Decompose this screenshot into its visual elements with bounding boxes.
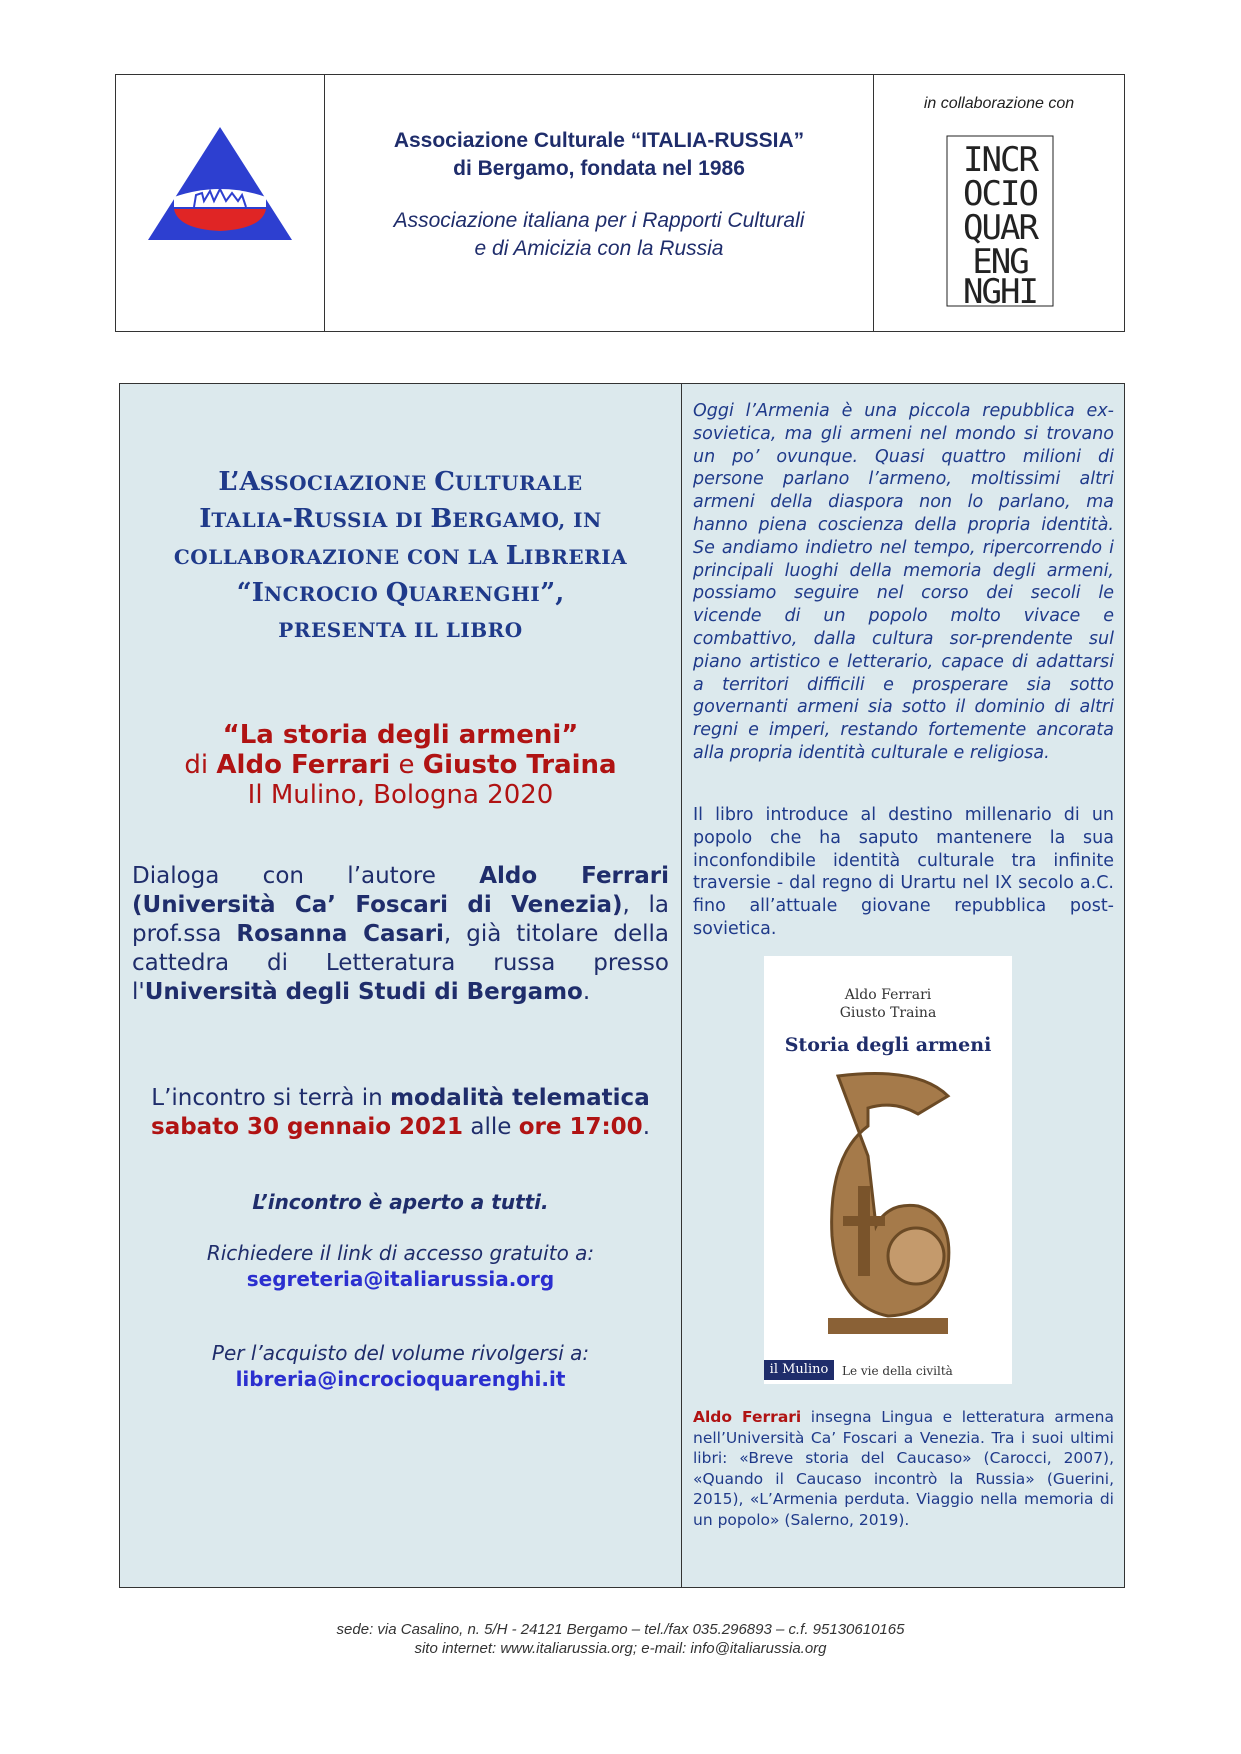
footer bbox=[0, 1620, 1241, 1658]
cover-publisher: il Mulino bbox=[764, 1360, 834, 1380]
book-info bbox=[120, 720, 681, 810]
book-cover bbox=[764, 956, 1012, 1384]
cover-series: Le vie della civiltà bbox=[842, 1364, 953, 1378]
association-founded: di Bergamo, fondata nel 1986 bbox=[453, 157, 745, 180]
description-para-2: Il libro introduce al destino millenario di un popolo che ha saputo mantenere la sua inconfondibile identità culturale tra infinite traversie - dal regno di Urartu nel IX secolo a.C. fino all’attuale giovane repubblica post-sovietica. bbox=[693, 805, 1114, 939]
svg-text:NGHI: NGHI bbox=[963, 272, 1037, 307]
description-para-1: Oggi l’Armenia è una piccola repubblica ex-sovietica, ma gli armeni nel mondo si trovano un po’ ovunque. Quasi quattro milioni di persone parlano l’armeno, moltissimi altri armeni della diaspora non lo parlano, ma hanno piena coscienza della propria identità. Se andiamo indietro nel tempo, ripercorrendo i principali luoghi della memoria degli armeni, possiamo seguire nel corso dei secoli le vicende di un popolo molto vivace e combattivo, dalla cultura sor-prendente sul piano artistico e letterario, capace di adattarsi a territori difficili e prosperare sia sotto governanti armeni sia sotto il dominio di altri regni e imperi, restando fortemente ancorata alla propria identità culturale e religiosa. bbox=[693, 401, 1114, 763]
email-segreteria-link[interactable]: segreteria@italiarussia.org bbox=[246, 1267, 555, 1291]
open-to-all: L’incontro è aperto a tutti. bbox=[252, 1190, 549, 1214]
footer-web: sito internet: www.italiarussia.org; e-mail: info@italiarussia.org bbox=[414, 1640, 827, 1657]
book-title: “La storia degli armeni” bbox=[222, 720, 579, 750]
event-box bbox=[119, 383, 1125, 1588]
logo-cell bbox=[116, 75, 325, 331]
cover-authors: Aldo Ferrari Giusto Traina bbox=[839, 987, 937, 1021]
access-request: Richiedere il link di accesso gratuito a: segreteria@italiarussia.org bbox=[120, 1240, 681, 1292]
association-desc-2: e di Amicizia con la Russia bbox=[474, 237, 724, 260]
footer-address: sede: via Casalino, n. 5/H - 24121 Bergamo – tel./fax 035.296893 – c.f. 95130610165 bbox=[336, 1621, 905, 1638]
incrocio-quarenghi-logo bbox=[946, 135, 1054, 307]
purchase-info: Per l’acquisto del volume rivolgersi a: libreria@incrocioquarenghi.it bbox=[120, 1340, 681, 1392]
event-title: L’ASSOCIAZIONE CULTURALE ITALIA-RUSSIA DI BERGAMO, IN COLLABORAZIONE CON LA LIBRERIA “INCROCIO QUARENGHI”, PRESENTA IL LIBRO bbox=[173, 467, 628, 642]
association-logo bbox=[116, 75, 325, 333]
book-authors: di Aldo Ferrari e Giusto Traina bbox=[184, 750, 617, 780]
collab-label: in collaborazione con bbox=[923, 95, 1075, 112]
letterhead bbox=[115, 74, 1125, 332]
svg-text:OCIO: OCIO bbox=[963, 174, 1037, 214]
svg-text:QUAR: QUAR bbox=[963, 208, 1037, 248]
svg-text:INCR: INCR bbox=[963, 140, 1037, 180]
association-name: Associazione Culturale “ITALIA-RUSSIA” bbox=[393, 129, 805, 152]
khachkar-letter-image bbox=[798, 1066, 978, 1346]
book-description bbox=[682, 384, 1124, 1587]
dialog-paragraph: Dialoga con l’autore Aldo Ferrari (Università Ca’ Foscari di Venezia), la prof.ssa Rosanna Casari, già titolare della cattedra di Letteratura russa presso l'Università degli Studi di Bergamo. bbox=[132, 863, 669, 1005]
partner-cell bbox=[874, 75, 1124, 331]
event-schedule: L’incontro si terrà in modalità telematica sabato 30 gennaio 2021 alle ore 17:00. bbox=[151, 1085, 650, 1140]
email-libreria-link[interactable]: libreria@incrocioquarenghi.it bbox=[235, 1367, 566, 1391]
association-desc-1: Associazione italiana per i Rapporti Culturali bbox=[393, 209, 805, 232]
svg-text:ENG: ENG bbox=[972, 242, 1028, 282]
book-publisher: Il Mulino, Bologna 2020 bbox=[247, 780, 554, 810]
cover-title: Storia degli armeni bbox=[784, 1034, 992, 1056]
association-info bbox=[325, 75, 874, 331]
event-details bbox=[120, 384, 682, 1587]
author-bio: Aldo Ferrari insegna Lingua e letteratura armena nell’Università Ca’ Foscari a Venezia. Tra i suoi ultimi libri: «Breve storia del Caucaso» (Carocci, 2007), «Quando il Caucaso incontrò la Russia» (Guerini, 2015), «L’Armenia perduta. Viaggio nella memoria di un popolo» (Salerno, 2019). bbox=[693, 1408, 1114, 1529]
